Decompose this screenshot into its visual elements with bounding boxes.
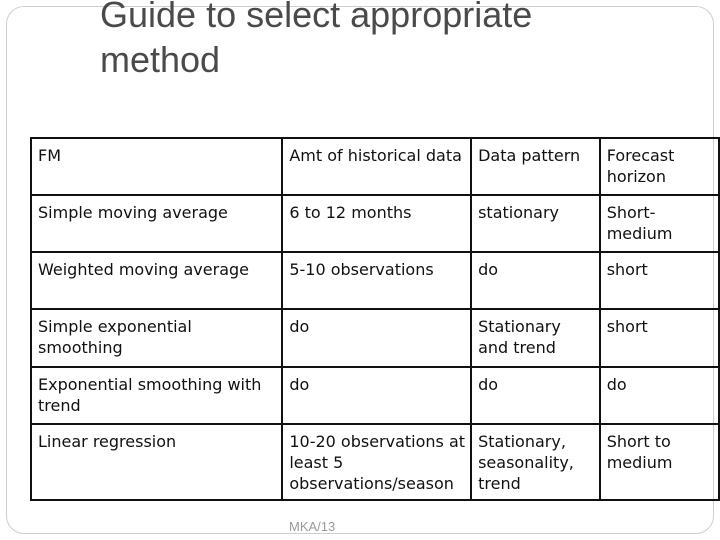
table-cell: Weighted moving average xyxy=(31,252,282,309)
table-cell: Stationary and trend xyxy=(471,309,600,367)
table-cell: do xyxy=(471,252,600,309)
slide-footer: MKA/13 xyxy=(289,519,336,534)
table-header-cell: Data pattern xyxy=(471,138,600,195)
table-cell: Exponential smoothing with trend xyxy=(31,367,282,424)
table-header-row xyxy=(31,138,719,195)
table-cell: do xyxy=(471,367,600,424)
table-row xyxy=(31,309,719,367)
table-cell: short xyxy=(600,309,719,367)
slide-title: Guide to select appropriate method xyxy=(100,0,533,80)
table-row xyxy=(31,424,719,500)
table-cell: 6 to 12 months xyxy=(282,195,471,252)
table-row xyxy=(31,195,719,252)
table-row xyxy=(31,367,719,424)
table-cell: Linear regression xyxy=(31,424,282,500)
table-cell: Simple exponential smoothing xyxy=(31,309,282,367)
table-cell: Short-medium xyxy=(600,195,719,252)
table-cell: stationary xyxy=(471,195,600,252)
table-cell: do xyxy=(600,367,719,424)
table-header-cell: Forecast horizon xyxy=(600,138,719,195)
table-cell: do xyxy=(282,367,471,424)
table-cell: Short to medium xyxy=(600,424,719,500)
table-cell: Simple moving average xyxy=(31,195,282,252)
table-cell: 10-20 observations at least 5 observations/season xyxy=(282,424,471,500)
table-cell: 5-10 observations xyxy=(282,252,471,309)
table-row xyxy=(31,252,719,309)
table-cell: do xyxy=(282,309,471,367)
method-selection-table xyxy=(30,137,720,501)
table-cell: Stationary, seasonality, trend xyxy=(471,424,600,500)
table-header-cell: FM xyxy=(31,138,282,195)
table-cell: short xyxy=(600,252,719,309)
table-header-cell: Amt of historical data xyxy=(282,138,471,195)
